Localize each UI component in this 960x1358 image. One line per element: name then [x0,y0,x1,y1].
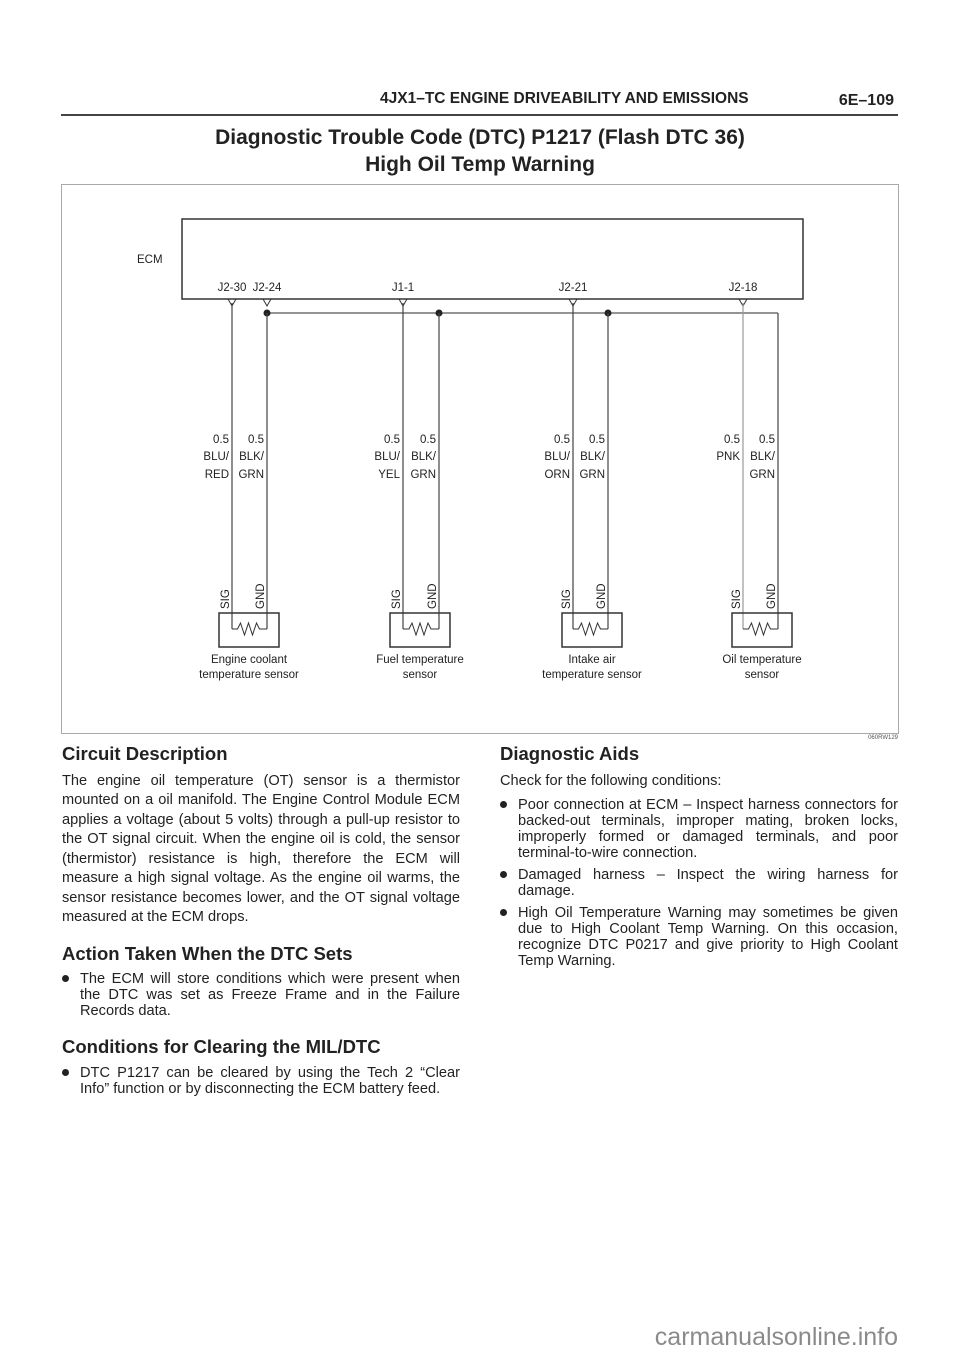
sensor-name: Oil temperature [722,654,802,666]
gnd-label: GND [596,583,608,609]
thermistor-icon [573,623,608,635]
sensor-name: sensor [744,669,780,681]
thermistor-icon [743,623,778,635]
ecm-label: ECM [137,254,163,266]
aids-heading: Diagnostic Aids [500,743,640,764]
sig-label: SIG [561,589,573,609]
sig-label: SIG [391,589,403,609]
action-bullet [62,971,460,1019]
wire-size: 0.5 [724,434,740,446]
clearing-bullet [62,1065,460,1097]
wire-color: PNK [716,451,740,463]
pin-label: J2-24 [252,282,282,294]
bullet-text: The ECM will store conditions which were present when the DTC was set as Freeze Frame and in the Failure Records data. [80,971,460,1019]
bullet-icon [62,975,69,982]
figure-id: 060RW129 [868,735,898,741]
left-column [62,744,460,1103]
sensor-name: sensor [402,669,438,681]
wire-color: GRN [749,469,775,481]
bullet-text: High Oil Temperature Warning may sometimes be given due to High Coolant Temp Warning. On this occasion, recognize DTC P0217 and give priority to High Coolant Temp Warning. [518,905,898,969]
wire-color: GRN [238,469,264,481]
wire-size: 0.5 [384,434,400,446]
wire-size: 0.5 [589,434,605,446]
wire-color: GRN [410,469,436,481]
pin-terminal [263,299,271,306]
wire-color: BLK/ [750,451,775,463]
bullet-text: Poor connection at ECM – Inspect harness connectors for backed-out terminals, improper mating, broken locks, improperly formed or damaged terminals, and poor terminal-to-wire connection. [518,797,898,861]
pin-label: J2-30 [217,282,247,294]
sensor-name: Intake air [568,654,616,666]
sig-label: SIG [731,589,743,609]
aids-intro: Check for the following conditions: [500,772,722,789]
bullet-text: Damaged harness – Inspect the wiring harness for damage. [518,867,898,899]
wire-size: 0.5 [759,434,775,446]
bullet-icon [500,801,507,808]
title-line-1: Diagnostic Trouble Code (DTC) P1217 (Flash DTC 36) [215,126,745,149]
bullet-icon [62,1069,69,1076]
aids-bullet [500,905,898,969]
aids-bullet [500,867,898,899]
wire-size: 0.5 [248,434,264,446]
wire-color: BLU/ [374,451,400,463]
pin-label: J2-21 [558,282,588,294]
header-divider [61,114,898,116]
section-header: 4JX1–TC ENGINE DRIVEABILITY AND EMISSIONS [380,90,749,107]
wire-size: 0.5 [420,434,436,446]
gnd-label: GND [255,583,267,609]
bullet-icon [500,909,507,916]
gnd-label: GND [427,583,439,609]
right-column [500,744,898,975]
bullet-icon [500,871,507,878]
sensor-name: temperature sensor [199,669,299,681]
sensor-box [219,613,279,647]
wire-color: BLK/ [411,451,436,463]
wire-color: BLK/ [239,451,264,463]
page-number: 6E–109 [838,92,894,109]
wire-color: BLK/ [580,451,605,463]
circuit-heading: Circuit Description [62,743,228,764]
thermistor-icon [403,623,439,635]
sig-label: SIG [220,589,232,609]
sensor-name: Engine coolant [210,654,288,666]
wire-color: BLU/ [203,451,229,463]
wire-color: BLU/ [544,451,570,463]
wire-color: GRN [579,469,605,481]
wire-size: 0.5 [554,434,570,446]
aids-bullet [500,797,898,861]
wire-color: RED [204,469,229,481]
sensor-name: temperature sensor [542,669,642,681]
circuit-text: The engine oil temperature (OT) sensor is a thermistor mounted on a oil manifold. The Engine Control Module ECM applies a voltage (about 5 volts) through a pull-up resistor to the OT signal circuit. When the engine oil is cold, the sensor (thermistor) resistance is high, therefore the ECM will measure a high signal voltage. As the engine oil warms, the sensor resistance becomes lower, and the OT signal voltage measured at the ECM drops. [62,772,460,925]
wire-color: ORN [544,469,570,481]
action-heading: Action Taken When the DTC Sets [62,942,353,964]
thermistor-icon [232,623,267,635]
watermark: carmanualsonline.info [654,1323,898,1351]
pin-label: J2-18 [728,282,758,294]
page-title [0,124,960,178]
bullet-text: DTC P1217 can be cleared by using the Tech 2 “Clear Info” function or by disconnecting the ECM battery feed. [80,1064,460,1097]
gnd-label: GND [766,583,778,609]
pin-label: J1-1 [391,282,415,294]
sensor-name: Fuel temperature [376,654,464,666]
wire-color: YEL [378,469,400,481]
wiring-diagram-svg [62,185,898,733]
sensor-box [390,613,450,647]
wiring-diagram [61,184,899,734]
wire-size: 0.5 [213,434,229,446]
clearing-heading: Conditions for Clearing the MIL/DTC [62,1036,381,1057]
title-line-2: High Oil Temp Warning [365,153,595,176]
